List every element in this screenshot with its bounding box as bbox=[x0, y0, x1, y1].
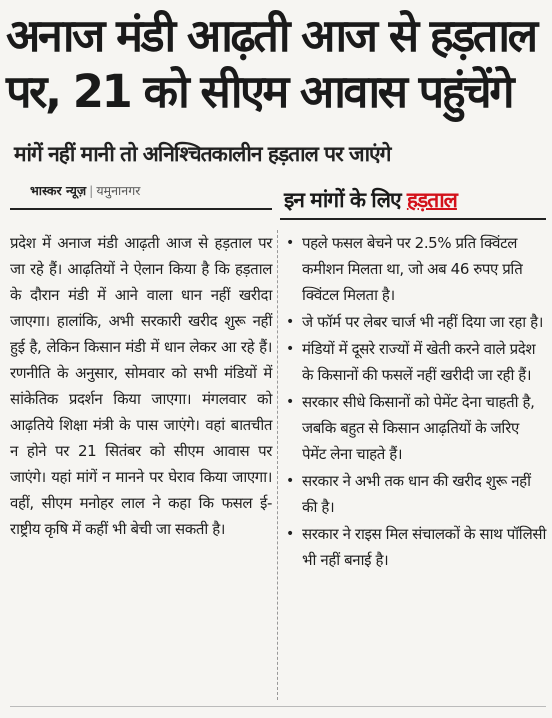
demands-title-highlight: हड़ताल bbox=[406, 188, 457, 212]
bullet-icon: • bbox=[286, 341, 294, 357]
headline: अनाज मंडी आढ़ती आज से हड़ताल पर, 21 को सीएम आवास पहुंचेंगे bbox=[6, 9, 536, 118]
bullet-icon: • bbox=[286, 314, 294, 330]
bullet-icon: • bbox=[286, 526, 294, 542]
demand-text: सरकार सीधे किसानों को पेमेंट देना चाहती है, जबकि बहुत से किसान आढ़तियों के जरिए पेमेंट लेना चाहते हैं। bbox=[302, 393, 535, 463]
demand-text: सरकार ने राइस मिल संचालकों के साथ पॉलिसी भी नहीं बनाई है। bbox=[302, 525, 547, 569]
article-body: प्रदेश में अनाज मंडी आढ़ती आज से हड़ताल पर जा रहे हैं। आढ़तियों ने ऐलान किया है कि हड़ताल के दौरान मंडी में आने वाला धान नहीं खरीदा जाएगा। हालांकि, अभी सरकारी खरीद शुरू नहीं हुई है, लेकिन किसान मंडी में धान लेकर आ रहे हैं। रणनीति के अनुसार, सोमवार को सभी मंडियों में सांकेतिक प्रदर्शन किया जाएगा। मंगलवार को आढ़तिये शिक्षा मंत्री के पास जाएंगे। वहां बातचीत न होने पर 21 सितंबर को सीएम आवास पर जाएंगे। यहां मांगें न मानने पर घेराव किया जाएगा। वहीं, सीएम मनोहर लाल ने कहा कि फसल ई-राष्ट्रीय कृषि में कहीं भी बेची जा सकती है। bbox=[10, 234, 272, 538]
demand-text: मंडियों में दूसरे राज्यों में खेती करने वाले प्रदेश के किसानों की फसलें नहीं खरीदी जा रही हैं। bbox=[302, 340, 536, 384]
demand-text: सरकार ने अभी तक धान की खरीद शुरू नहीं की है। bbox=[302, 472, 531, 516]
byline-rule bbox=[10, 208, 272, 210]
demand-text: पहले फसल बेचने पर 2.5% प्रति क्विंटल कमीशन मिलता था, जो अब 46 रुपए प्रति क्विंटल मिलता है। bbox=[302, 234, 523, 304]
bullet-icon: • bbox=[286, 394, 294, 410]
byline bbox=[30, 182, 140, 200]
column-divider bbox=[277, 230, 278, 700]
bottom-rule bbox=[10, 706, 546, 707]
demands-box-rule bbox=[280, 218, 546, 220]
subheadline: मांगें नहीं मानी तो अनिश्चितकालीन हड़ताल पर जाएंगे bbox=[14, 142, 391, 166]
demand-item bbox=[284, 309, 546, 335]
demands-box-title bbox=[284, 186, 544, 214]
demand-item bbox=[284, 468, 546, 520]
demand-item bbox=[284, 521, 546, 573]
demand-item bbox=[284, 389, 546, 467]
demand-text: जे फॉर्म पर लेबर चार्ज भी नहीं दिया जा रहा है। bbox=[302, 313, 543, 331]
demands-list bbox=[284, 230, 546, 574]
bullet-icon: • bbox=[286, 473, 294, 489]
byline-place: यमुनानगर bbox=[96, 183, 141, 198]
byline-separator: | bbox=[89, 183, 94, 198]
demand-item bbox=[284, 230, 546, 308]
demand-item bbox=[284, 336, 546, 388]
bullet-icon: • bbox=[286, 235, 294, 251]
demands-title-text: इन मांगों के लिए bbox=[284, 188, 401, 212]
byline-source: भास्कर न्यूज़ bbox=[30, 183, 87, 198]
